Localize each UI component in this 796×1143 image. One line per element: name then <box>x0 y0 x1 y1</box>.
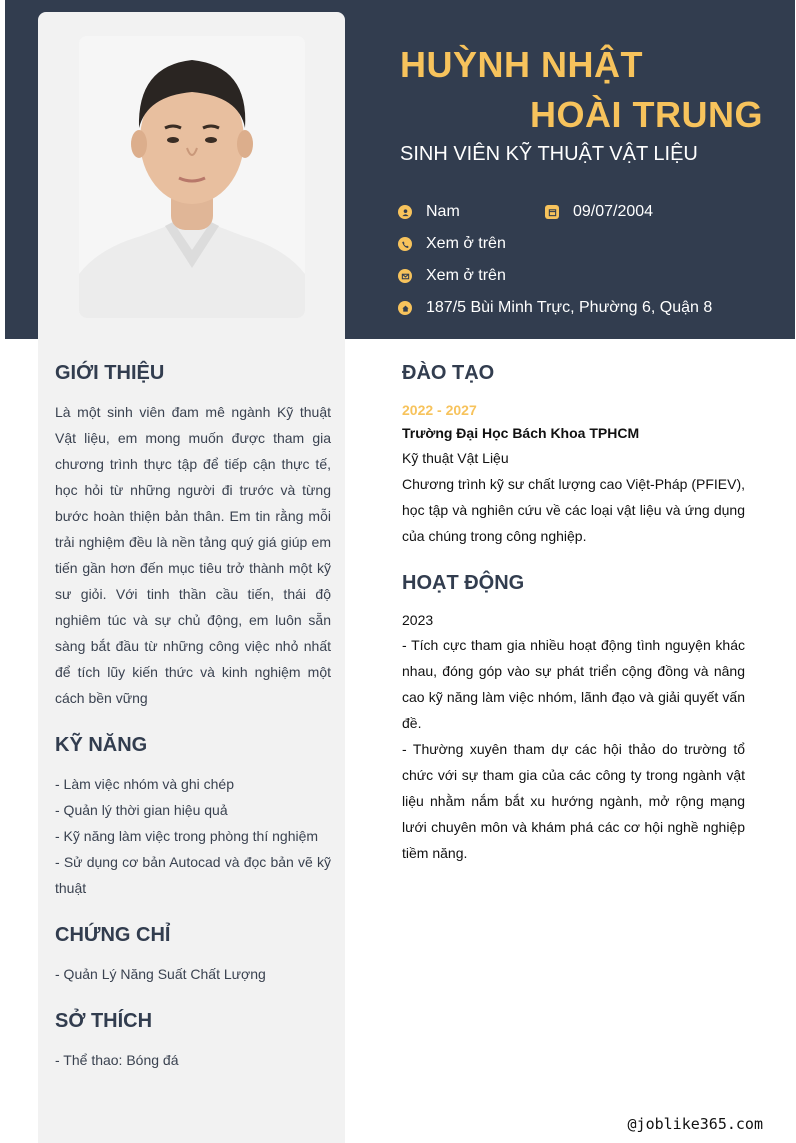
skill-item: - Quản lý thời gian hiệu quả <box>55 802 228 818</box>
activity-item: - Thường xuyên tham dự các hội thảo do trường tổ chức với sự tham gia của các công ty trong ngành vật liệu nhằm nắm bắt xu hướng ngành, mở rộng mạng lưới chuyên môn và khám phá các cơ hội nghề nghiệp tiềm năng. <box>402 741 745 861</box>
birthdate-value: 09/07/2004 <box>573 203 654 220</box>
education-years: 2022 - 2027 <box>402 402 477 418</box>
hobbies-title: SỞ THÍCH <box>55 1010 153 1032</box>
user-icon <box>398 205 412 219</box>
education-major: Kỹ thuật Vật Liệu <box>402 450 509 466</box>
home-icon <box>398 301 412 315</box>
skill-item: - Sử dụng cơ bản Autocad và đọc bản vẽ kỹ thuật <box>55 854 331 896</box>
email-icon <box>398 269 412 283</box>
gender-value: Nam <box>426 203 460 220</box>
education-school: Trường Đại Học Bách Khoa TPHCM <box>402 425 640 441</box>
birthdate-info <box>545 203 653 221</box>
education-title: ĐÀO TẠO <box>402 362 495 384</box>
activities-title: HOẠT ĐỘNG <box>402 572 525 594</box>
phone-info <box>398 235 506 253</box>
email-info <box>398 267 506 285</box>
address-value: 187/5 Bùi Minh Trực, Phường 6, Quận 8 <box>426 299 713 316</box>
about-text: Là một sinh viên đam mê ngành Kỹ thuật Vật liệu, em mong muốn được tham gia chương trình thực tập để tiếp cận thực tế, học hỏi từ những người đi trước và từng bước hoàn thiện bản thân. Em tin rằng mỗi trải nghiệm đều là nền tảng quý giá giúp em tiến gần hơn đến mục tiêu trở thành một kỹ sư giỏi. Với tinh thần cầu tiến, thái độ nghiêm túc và sự chủ động, em luôn sẵn sàng bắt đầu từ những công việc nhỏ nhất để tích lũy kiến thức và kinh nghiệm một cách bền vững <box>55 404 331 706</box>
address-info <box>398 299 712 317</box>
certificates-title: CHỨNG CHỈ <box>55 924 171 946</box>
phone-icon <box>398 237 412 251</box>
gender-info <box>398 203 460 221</box>
education-description: Chương trình kỹ sư chất lượng cao Việt-Pháp (PFIEV), học tập và nghiên cứu về các loại vật liệu và ứng dụng của chúng trong công nghiệp. <box>402 476 745 544</box>
activities-year: 2023 <box>402 612 434 628</box>
skill-item: - Làm việc nhóm và ghi chép <box>55 776 234 792</box>
activity-item: - Tích cực tham gia nhiều hoạt động tình nguyện khác nhau, đóng góp vào sự phát triển cộng đồng và nâng cao kỹ năng làm việc nhóm, lãnh đạo và giải quyết vấn đề. <box>402 637 745 731</box>
about-title: GIỚI THIỆU <box>55 362 165 384</box>
skill-item: - Kỹ năng làm việc trong phòng thí nghiệm <box>55 828 319 844</box>
job-title: SINH VIÊN KỸ THUẬT VẬT LIỆU <box>400 143 698 165</box>
watermark: @joblike365.com <box>627 1115 763 1133</box>
skills-title: KỸ NĂNG <box>55 734 148 756</box>
name-line-1: HUỲNH NHẬT <box>400 44 643 85</box>
calendar-icon <box>545 205 559 219</box>
certificate-item: - Quản Lý Năng Suất Chất Lượng <box>55 966 266 982</box>
profile-photo <box>79 36 305 318</box>
email-value: Xem ở trên <box>426 267 506 284</box>
hobby-item: - Thể thao: Bóng đá <box>55 1052 179 1068</box>
name-line-2: HOÀI TRUNG <box>530 94 763 135</box>
phone-value: Xem ở trên <box>426 235 506 252</box>
